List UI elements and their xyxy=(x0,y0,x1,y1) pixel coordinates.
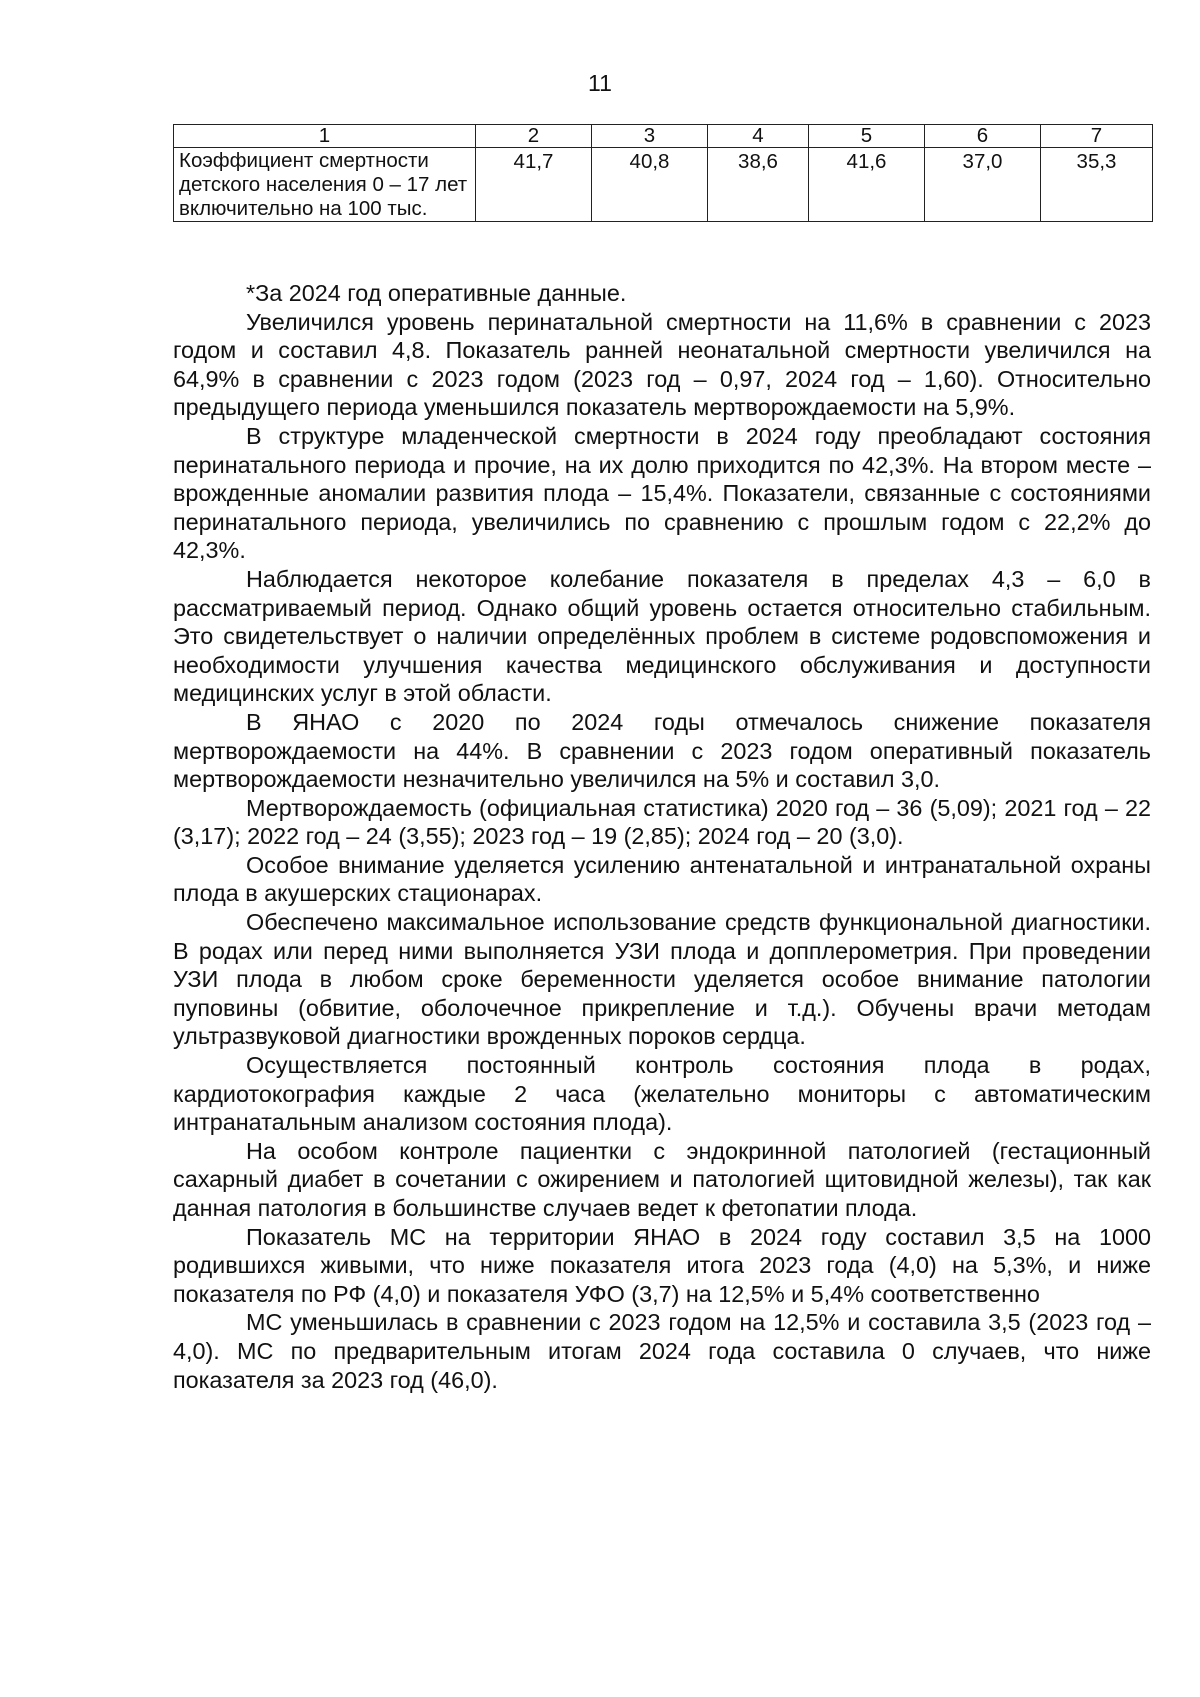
table-header-cell: 7 xyxy=(1041,125,1153,148)
paragraph: Увеличился уровень перинатальной смертности на 11,6% в сравнении с 2023 годом и составил 4,8. Показатель ранней неонатальной смертности увеличился на 64,9% в сравнении с 2023 годом (2023 год – 0,97, 2024 год – 1,60). Относительно предыдущего периода уменьшился показатель мертворождаемости на 5,9%. xyxy=(173,308,1151,421)
table-cell: 37,0 xyxy=(925,148,1041,222)
paragraph: Мертворождаемость (официальная статистика) 2020 год – 36 (5,09); 2021 год – 22 (3,17); 2022 год – 24 (3,55); 2023 год – 19 (2,85); 2024 год – 20 (3,0). xyxy=(173,794,1151,850)
table-header-cell: 4 xyxy=(708,125,809,148)
document-body xyxy=(173,279,1151,1394)
page-number: 11 xyxy=(588,70,612,96)
mortality-table xyxy=(173,124,1153,222)
paragraph: Осуществляется постоянный контроль состояния плода в родах, кардиотокография каждые 2 часа (желательно мониторы с автоматическим интранатальным анализом состояния плода). xyxy=(173,1052,1151,1136)
table-cell: 41,6 xyxy=(809,148,925,222)
table-cell: 41,7 xyxy=(476,148,592,222)
table-header-cell: 5 xyxy=(809,125,925,148)
table-row-label: Коэффициент смертности детского населения 0 – 17 лет включительно на 100 тыс. xyxy=(174,148,476,222)
paragraph: На особом контроле пациентки с эндокринной патологией (гестационный сахарный диабет в сочетании с ожирением и патологией щитовидной железы), так как данная патология в большинстве случаев ведет к фетопатии плода. xyxy=(173,1137,1151,1221)
paragraph: МС уменьшилась в сравнении с 2023 годом на 12,5% и составила 3,5 (2023 год – 4,0). МС по предварительным итогам 2024 года составила 0 случаев, что ниже показателя за 2023 год (46,0). xyxy=(173,1309,1151,1393)
table-header-row xyxy=(174,125,1153,148)
paragraph: В ЯНАО с 2020 по 2024 годы отмечалось снижение показателя мертворождаемости на 44%. В сравнении с 2023 годом оперативный показатель мертворождаемости незначительно увеличился на 5% и составил 3,0. xyxy=(173,708,1151,793)
footnote-paragraph: *За 2024 год оперативные данные. xyxy=(246,280,627,306)
paragraph: В структуре младенческой смертности в 2024 году преобладают состояния перинатального периода и прочие, на их долю приходится по 42,3%. На втором месте – врожденные аномалии развития плода – 15,4%. Показатели, связанные с состояниями перинатального периода, увеличились по сравнению с прошлым годом с 22,2% до 42,3%. xyxy=(173,422,1151,564)
paragraph: Обеспечено максимальное использование средств функциональной диагностики. В родах или перед ними выполняется УЗИ плода и допплерометрия. При проведении УЗИ плода в любом сроке беременности уделяется особое внимание патологии пуповины (обвитие, оболочечное прикрепление и т.д.). Обучены врачи методам ультразвуковой диагностики врожденных пороков сердца. xyxy=(173,909,1151,1050)
paragraph: Особое внимание уделяется усилению антенатальной и интранатальной охраны плода в акушерских стационарах. xyxy=(173,851,1151,907)
table-header-cell: 1 xyxy=(174,125,476,148)
table-header-cell: 2 xyxy=(476,125,592,148)
table-row xyxy=(174,148,1153,222)
table-cell: 40,8 xyxy=(592,148,708,222)
paragraph: Наблюдается некоторое колебание показателя в пределах 4,3 – 6,0 в рассматриваемый период. Однако общий уровень остается относительно стабильным. Это свидетельствует о наличии определённых проблем в системе родовспоможения и необходимости улучшения качества медицинского обслуживания и доступности медицинских услуг в этой области. xyxy=(173,565,1151,707)
table-header-cell: 3 xyxy=(592,125,708,148)
table-cell: 35,3 xyxy=(1041,148,1153,222)
paragraph: Показатель МС на территории ЯНАО в 2024 году составил 3,5 на 1000 родившихся живыми, что ниже показателя итога 2023 года (4,0) на 5,3%, и ниже показателя по РФ (4,0) и показателя УФО (3,7) на 12,5% и 5,4% соответственно xyxy=(173,1223,1151,1307)
table-cell: 38,6 xyxy=(708,148,809,222)
table-header-cell: 6 xyxy=(925,125,1041,148)
